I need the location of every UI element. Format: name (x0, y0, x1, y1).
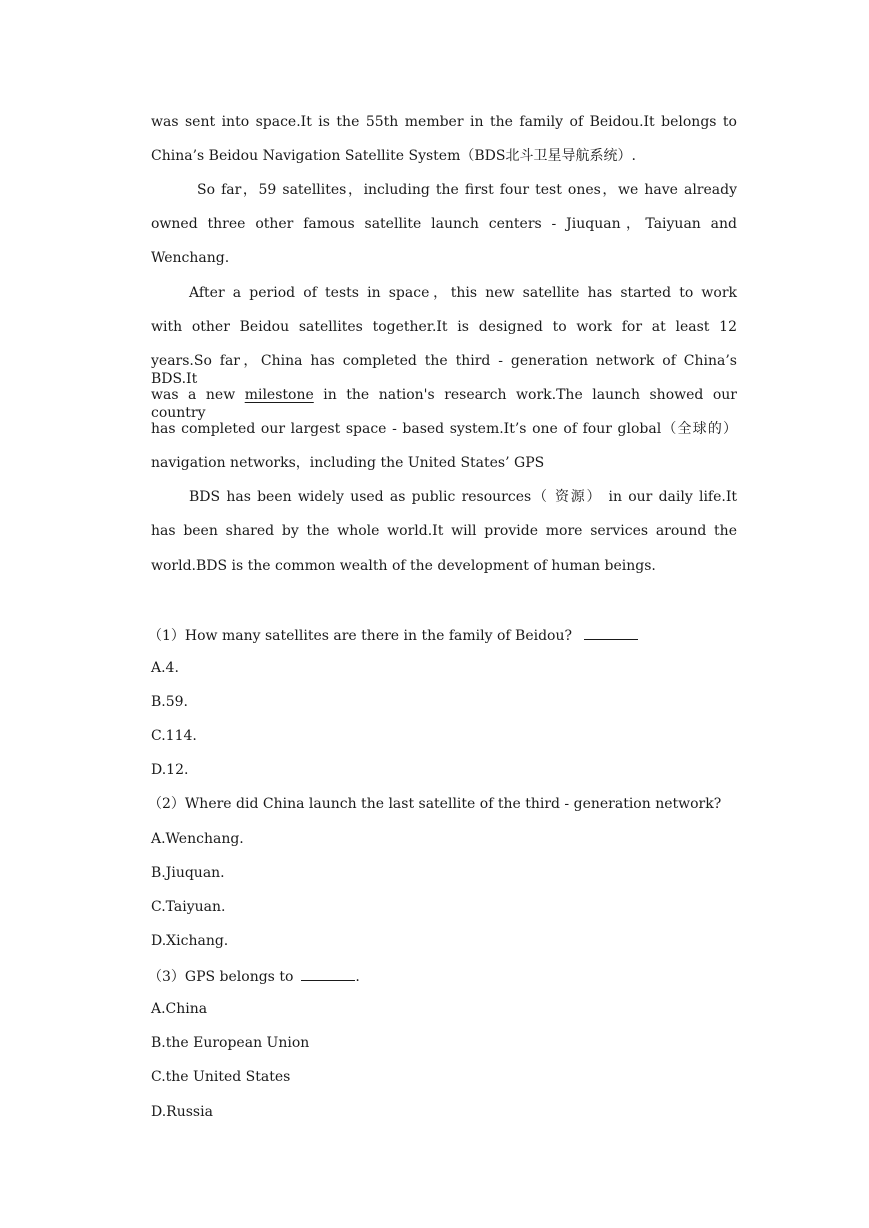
passage-text: in the nation's research work.The launch showed our country (151, 387, 738, 421)
passage-line: BDS has been widely used as public resources（ 资源） in our daily life.It (189, 489, 737, 505)
option[interactable]: A.4. (151, 660, 179, 676)
option[interactable]: B.Jiuquan. (151, 865, 225, 881)
question-text: （1）How many satellites are there in the family of Beidou? (148, 628, 572, 644)
passage-line: with other Beidou satellites together.It is designed to work for at least 12 (151, 319, 737, 335)
question-text: . (355, 969, 360, 985)
option[interactable]: C.Taiyuan. (151, 899, 226, 915)
option[interactable]: C.the United States (151, 1069, 291, 1085)
underlined-word-milestone: milestone (244, 387, 314, 403)
passage-line: was sent into space.It is the 55th member in the family of Beidou.It belongs to (151, 114, 737, 130)
passage-line: So far，59 satellites，including the first four test ones，we have already (197, 182, 737, 198)
passage-line: has been shared by the whole world.It will provide more services around the (151, 523, 737, 539)
passage-text: was a new (151, 387, 245, 403)
question-2-stem: （2）Where did China launch the last satellite of the third - generation network? (148, 796, 722, 812)
option[interactable]: B.59. (151, 694, 189, 710)
option[interactable]: B.the European Union (151, 1035, 310, 1051)
option[interactable]: C.114. (151, 728, 197, 744)
passage-line: years.So far，China has completed the third - generation network of China’s BDS.It (151, 353, 737, 387)
option[interactable]: A.Wenchang. (151, 831, 244, 847)
passage-line: China’s Beidou Navigation Satellite System（BDS北斗卫星导航系统）. (151, 148, 636, 164)
question-text: （3）GPS belongs to (148, 969, 294, 985)
answer-blank[interactable] (584, 625, 638, 640)
option[interactable]: A.China (151, 1001, 208, 1017)
passage-line: has completed our largest space - based system.It’s one of four global（全球的） (151, 421, 737, 437)
passage-line: navigation networks，including the United States’ GPS (151, 455, 545, 471)
passage-line: After a period of tests in space，this new satellite has started to work (189, 285, 737, 301)
passage-line (151, 386, 737, 422)
passage-line: owned three other famous satellite launch centers - Jiuquan，Taiyuan and (151, 216, 737, 232)
option[interactable]: D.12. (151, 762, 189, 778)
passage-line: Wenchang. (151, 250, 230, 266)
passage-line: world.BDS is the common wealth of the development of human beings. (151, 558, 656, 574)
question-1-stem (148, 625, 734, 645)
option[interactable]: D.Russia (151, 1104, 213, 1120)
question-3-stem (148, 966, 734, 986)
answer-blank[interactable] (301, 966, 355, 981)
option[interactable]: D.Xichang. (151, 933, 229, 949)
